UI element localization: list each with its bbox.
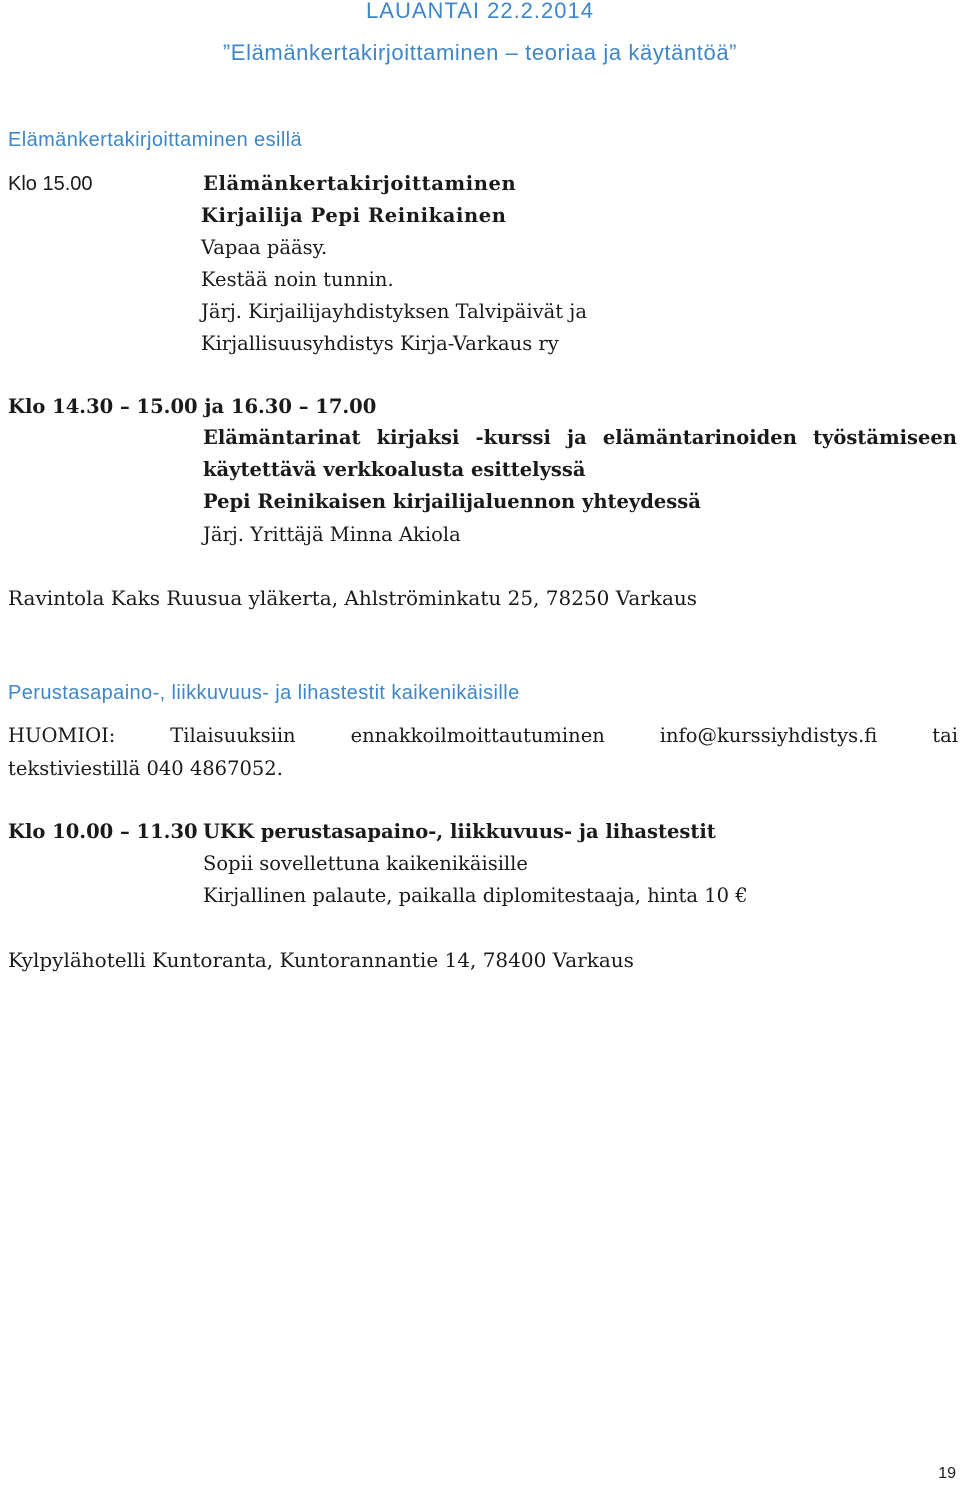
event2-title-line1 [203,426,957,449]
event2-title-line2: käytettävä verkkoalusta esittelyssä [203,458,586,481]
event2-word: Elämäntarinat [203,426,361,449]
main-title: ”Elämänkertakirjoittaminen – teoriaa ja käytäntöä” [222,40,738,65]
event1-time: Klo 15.00 [8,173,93,195]
notice-email: info@kurssiyhdistys.fi [659,724,878,747]
event2-word: kirjaksi [376,426,460,449]
notice-word: ennakkoilmoittautuminen [350,724,605,747]
venue-section1: Ravintola Kaks Ruusua yläkerta, Ahlströminkatu 25, 78250 Varkaus [8,586,698,610]
notice-word: HUOMIOI: [8,724,116,747]
event1-organizer-line1: Järj. Kirjailijayhdistyksen Talvipäivät ja [201,300,587,323]
section-title-fitness: Perustasapaino-, liikkuvuus- ja lihastestit kaikenikäisille [8,682,520,704]
event2-word: -kurssi [475,426,551,449]
event2-time: Klo 14.30 – 15.00 ja 16.30 – 17.00 [8,395,377,418]
event2-word: elämäntarinoiden [602,426,797,449]
event1-admission: Vapaa pääsy. [201,236,328,259]
event2-organizer: Järj. Yrittäjä Minna Akiola [203,523,461,546]
event3-line2: Sopii sovellettuna kaikenikäisille [203,852,528,875]
event1-duration: Kestää noin tunnin. [201,268,394,291]
page-number: 19 [938,1465,956,1482]
event1-title: Elämänkertakirjoittaminen [203,172,517,195]
event2-title-line3: Pepi Reinikaisen kirjailijaluennon yhteydessä [203,490,701,513]
event3-line3: Kirjallinen palaute, paikalla diplomitestaaja, hinta 10 € [203,884,748,907]
notice-line1 [8,724,958,747]
date-heading: LAUANTAI 22.2.2014 [366,0,594,23]
notice-word: Tilaisuuksiin [170,724,296,747]
notice-line2: tekstiviestillä 040 4867052. [8,757,283,780]
event1-speaker: Kirjailija Pepi Reinikainen [201,204,507,227]
venue-section2: Kylpylähotelli Kuntoranta, Kuntorannantie 14, 78400 Varkaus [8,948,634,972]
event1-organizer-line2: Kirjallisuusyhdistys Kirja-Varkaus ry [201,332,559,355]
event2-word: ja [567,426,587,449]
event2-word: työstämiseen [812,426,957,449]
event3-time: Klo 10.00 – 11.30 [8,820,198,843]
event3-title: UKK perustasapaino-, liikkuvuus- ja lihastestit [203,820,716,843]
notice-word: tai [932,724,958,747]
section-title-biography: Elämänkertakirjoittaminen esillä [8,129,303,151]
